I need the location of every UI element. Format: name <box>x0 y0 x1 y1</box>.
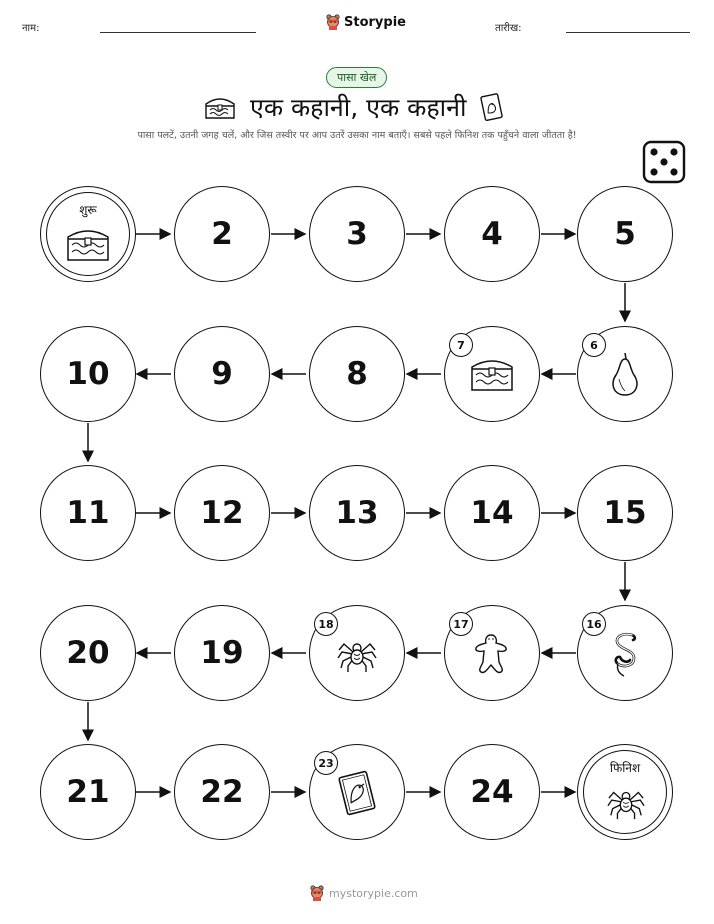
cell-number: 10 <box>66 356 110 392</box>
board-cell-15 <box>577 465 673 561</box>
board-cell-12 <box>174 465 270 561</box>
board-cell-10 <box>40 326 136 422</box>
board-cell-11 <box>40 465 136 561</box>
cell-number: 13 <box>335 495 379 531</box>
board-cell-9 <box>174 326 270 422</box>
treasure-chest-icon <box>469 353 515 393</box>
cell-number-badge: 7 <box>449 333 473 357</box>
board-cell-13 <box>309 465 405 561</box>
cell-number: 3 <box>346 216 368 252</box>
start-cell <box>40 186 136 282</box>
spider-icon <box>336 634 378 674</box>
cell-number-badge: 6 <box>582 333 606 357</box>
board-cell-8 <box>309 326 405 422</box>
name-label: नाम: <box>22 23 40 34</box>
board-cell-24 <box>444 744 540 840</box>
cell-number: 11 <box>66 495 110 531</box>
gingerbread-man-icon <box>473 632 509 676</box>
cell-number-badge: 23 <box>314 751 338 775</box>
start-label: शुरू <box>79 203 97 217</box>
board-cell-17 <box>444 605 540 701</box>
board-cell-14 <box>444 465 540 561</box>
gourd-icon <box>608 349 642 399</box>
cell-number: 12 <box>200 495 244 531</box>
cell-number-badge: 17 <box>449 612 473 636</box>
brand-name: Storypie <box>344 14 406 30</box>
game-type-badge: पासा खेल <box>326 67 387 88</box>
date-label: तारीख: <box>495 23 522 34</box>
board-cell-6 <box>577 326 673 422</box>
board-cell-3 <box>309 186 405 282</box>
spider-icon <box>606 783 646 821</box>
cell-number: 24 <box>470 774 514 810</box>
cell-number: 8 <box>346 356 368 392</box>
board-cell-4 <box>444 186 540 282</box>
cell-number: 2 <box>211 216 233 252</box>
cell-number: 15 <box>603 495 647 531</box>
board-cell-22 <box>174 744 270 840</box>
cell-number: 20 <box>66 635 110 671</box>
board-cell-18 <box>309 605 405 701</box>
cell-number: 22 <box>200 774 244 810</box>
cell-number-badge: 18 <box>314 612 338 636</box>
board-cell-20 <box>40 605 136 701</box>
snake-icon <box>608 630 642 680</box>
instructions: पासा पलटें, उतनी जगह चलें, और जिस तस्वीर पर आप उतरें उसका नाम बताएँ। सबसे पहले फिनिश तक पहुँचने वाला जीतता है! <box>137 130 577 141</box>
treasure-chest-icon <box>65 223 111 263</box>
cell-number: 21 <box>66 774 110 810</box>
bear-mascot-icon <box>310 885 324 901</box>
board-cell-16 <box>577 605 673 701</box>
footer <box>310 885 418 901</box>
cell-number: 19 <box>200 635 244 671</box>
cell-number: 14 <box>470 495 514 531</box>
board-cell-7 <box>444 326 540 422</box>
finish-label: फिनिश <box>609 761 641 775</box>
finish-cell <box>577 744 673 840</box>
board-cell-5 <box>577 186 673 282</box>
page-title: एक कहानी, एक कहानी <box>250 93 467 122</box>
board-cell-23 <box>309 744 405 840</box>
footer-url[interactable]: mystorypie.com <box>329 886 418 900</box>
cell-number: 9 <box>211 356 233 392</box>
cell-number: 5 <box>614 216 636 252</box>
cell-number: 4 <box>481 216 503 252</box>
board-cell-19 <box>174 605 270 701</box>
book-icon <box>336 769 378 817</box>
board-cell-2 <box>174 186 270 282</box>
board-cell-21 <box>40 744 136 840</box>
cell-number-badge: 16 <box>582 612 606 636</box>
